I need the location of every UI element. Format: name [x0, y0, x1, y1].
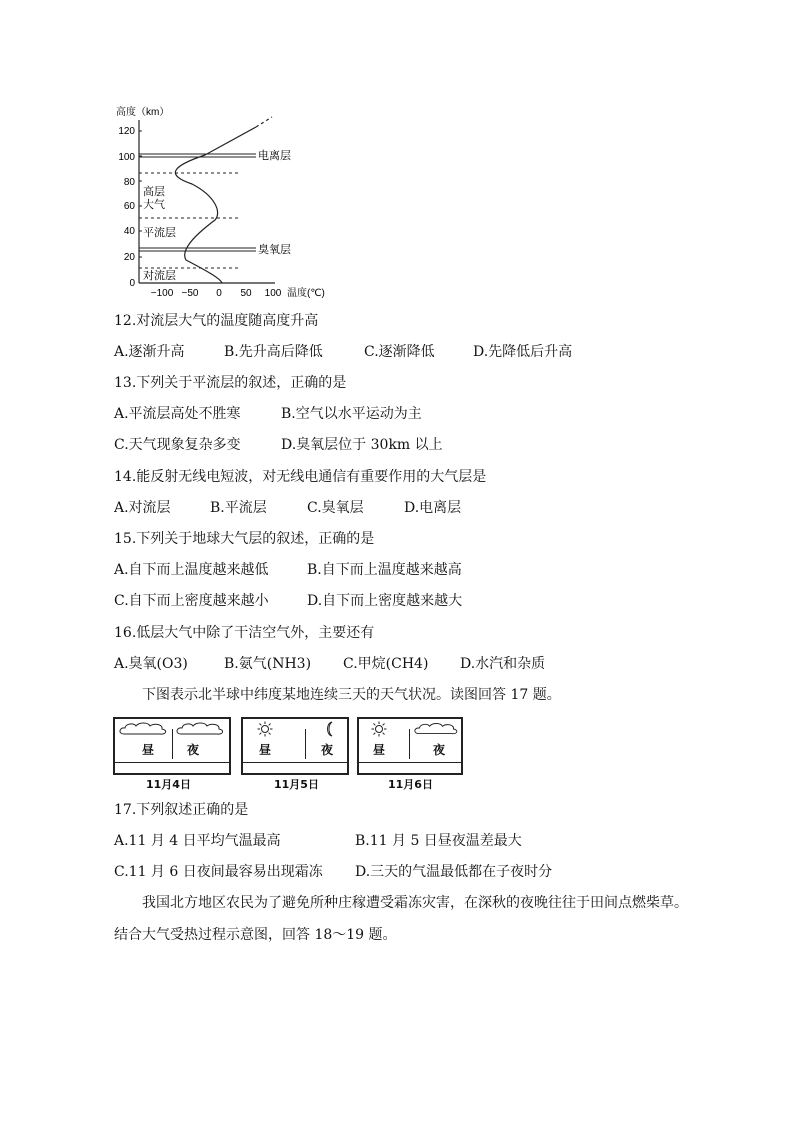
q12-option-b[interactable]: B.先升高后降低	[224, 344, 323, 360]
night-label: 夜	[187, 743, 200, 757]
q13-option-a[interactable]: A.平流层高处不胜寒	[114, 406, 241, 422]
xtick: 50	[240, 288, 252, 299]
night-label: 夜	[321, 743, 334, 757]
q14-option-a[interactable]: A.对流层	[114, 500, 171, 516]
q14-option-b[interactable]: B.平流层	[210, 500, 267, 516]
date-nov6: 11月6日	[388, 778, 433, 791]
q14-stem: 14.能反射无线电短波，对无线电通信有重要作用的大气层是	[114, 469, 487, 485]
label-upper2: 大气	[143, 199, 165, 211]
day-label: 昼	[373, 743, 386, 757]
ytick: 100	[118, 152, 135, 163]
q13-option-c[interactable]: C.天气现象复杂多变	[114, 437, 241, 453]
cloud-icon	[175, 721, 225, 737]
q12-option-a[interactable]: A.逐渐升高	[114, 344, 185, 360]
day-label: 昼	[259, 743, 272, 757]
moon-icon	[324, 721, 336, 737]
q14-option-c[interactable]: C.臭氧层	[307, 500, 364, 516]
q16-option-d[interactable]: D.水汽和杂质	[460, 656, 546, 672]
q15-option-d[interactable]: D.自下而上密度越来越大	[307, 593, 463, 609]
q13-stem: 13.下列关于平流层的叙述，正确的是	[114, 375, 347, 391]
q15-option-c[interactable]: C.自下而上密度越来越小	[114, 593, 269, 609]
xtick: −100	[150, 288, 174, 299]
label-tropo: 对流层	[143, 270, 176, 282]
night-label: 夜	[433, 743, 446, 757]
atmosphere-chart	[110, 100, 340, 300]
q17-option-c[interactable]: C.11 月 6 日夜间最容易出现霜冻	[114, 864, 323, 880]
label-strat: 平流层	[143, 227, 176, 239]
weather-box-nov6	[357, 717, 463, 775]
q15-stem: 15.下列关于地球大气层的叙述，正确的是	[114, 531, 375, 547]
q16-option-c[interactable]: C.甲烷(CH4)	[343, 656, 429, 672]
label-ozone: 臭氧层	[258, 244, 291, 256]
q14-option-d[interactable]: D.电离层	[404, 500, 462, 516]
weather-box-nov4	[113, 717, 231, 775]
date-nov5: 11月5日	[274, 778, 319, 791]
weather-box-nov5	[241, 717, 349, 775]
label-upper: 高层	[143, 186, 165, 198]
date-nov4: 11月4日	[146, 778, 191, 791]
temperature-curve	[175, 127, 256, 283]
q17-option-d[interactable]: D.三天的气温最低都在子夜时分	[355, 864, 553, 880]
q13-option-d[interactable]: D.臭氧层位于 30km 以上	[281, 437, 443, 453]
sun-icon	[371, 721, 387, 737]
ytick: 40	[123, 226, 135, 237]
xtick: −50	[181, 288, 199, 299]
q17-option-a[interactable]: A.11 月 4 日平均气温最高	[114, 833, 281, 849]
q12-option-c[interactable]: C.逐渐降低	[364, 344, 435, 360]
xtick: 100	[264, 288, 282, 299]
intro-18-line1: 我国北方地区农民为了避免所种庄稼遭受霜冻灾害，在深秋的夜晚往往于田间点燃柴草。	[142, 895, 688, 911]
q15-option-a[interactable]: A.自下而上温度越来越低	[114, 562, 269, 578]
q12-option-d[interactable]: D.先降低后升高	[473, 344, 573, 360]
xtick: 0	[216, 288, 222, 299]
q17-stem: 17.下列叙述正确的是	[114, 802, 249, 818]
q16-option-b[interactable]: B.氨气(NH3)	[224, 656, 312, 672]
ytick: 120	[118, 126, 135, 137]
q13-option-b[interactable]: B.空气以水平运动为主	[281, 406, 422, 422]
label-ionosphere: 电离层	[258, 150, 291, 162]
q17-option-b[interactable]: B.11 月 5 日昼夜温差最大	[355, 833, 522, 849]
ytick: 60	[123, 201, 135, 212]
cloud-icon	[413, 721, 459, 737]
day-label: 昼	[142, 743, 155, 757]
q12-stem: 12.对流层大气的温度随高度升高	[114, 313, 319, 329]
intro-17: 下图表示北半球中纬度某地连续三天的天气状况。读图回答 17 题。	[142, 687, 561, 703]
ytick: 20	[123, 252, 135, 263]
q15-option-b[interactable]: B.自下而上温度越来越高	[307, 562, 462, 578]
ytick: 80	[123, 177, 135, 188]
chart-xlabel: 温度(℃)	[287, 288, 325, 299]
sun-icon	[257, 721, 273, 737]
q16-stem: 16.低层大气中除了干洁空气外，主要还有	[114, 625, 375, 641]
q16-option-a[interactable]: A.臭氧(O3)	[114, 656, 188, 672]
intro-18-line2: 结合大气受热过程示意图，回答 18～19 题。	[114, 927, 397, 943]
ytick: 0	[129, 278, 135, 289]
cloud-icon	[118, 721, 168, 737]
chart-ylabel: 高度（km）	[116, 107, 170, 118]
